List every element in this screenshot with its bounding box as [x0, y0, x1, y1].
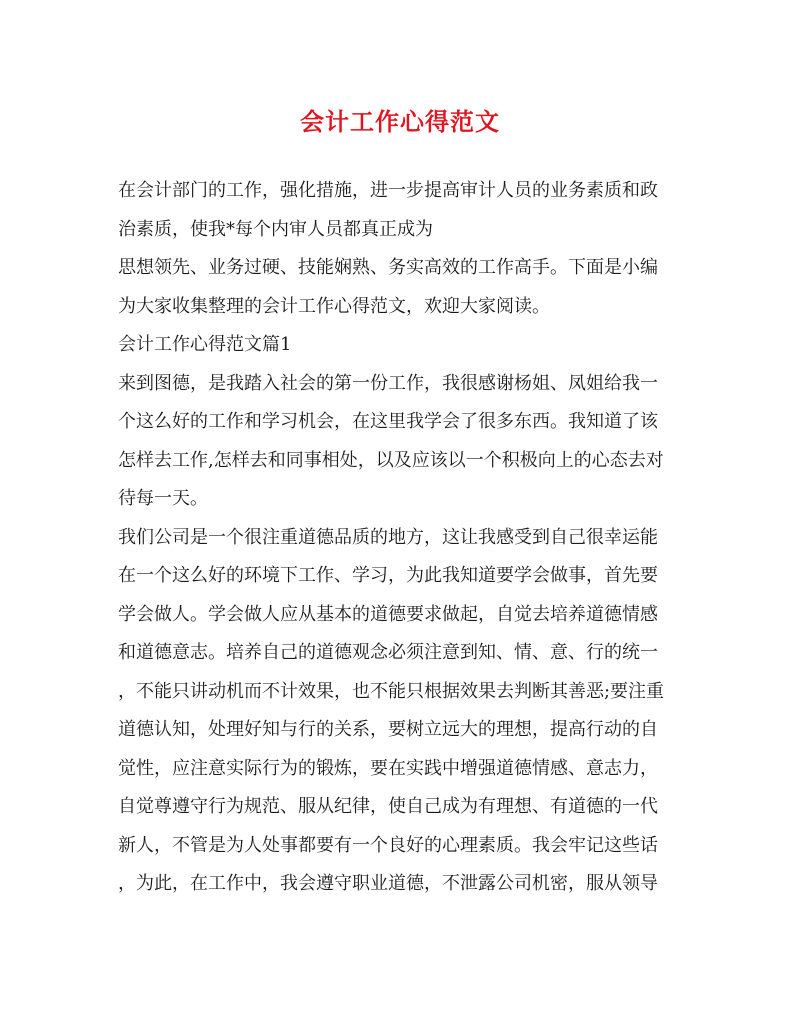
section-heading: 会计工作心得范文篇1: [118, 334, 292, 355]
text-line: 和道德意志。培养自己的道德观念必须注意到知、情、意、行的统一: [118, 642, 658, 663]
text-line: 学会做人。学会做人应从基本的道德要求做起，自觉去培养道德情感: [118, 603, 658, 625]
text-line: 道德认知，处理好知与行的关系，要树立远大的理想，提高行动的自: [118, 719, 658, 740]
text-line: 觉性，应注意实际行为的锻炼，要在实践中增强道德情感、意志力，: [118, 757, 658, 779]
document-body: [118, 172, 688, 904]
text-line: 个这么好的工作和学习机会，在这里我学会了很多东西。我知道了该: [118, 411, 658, 432]
text-line: 待每一天。: [118, 488, 208, 509]
text-line: 为大家收集整理的会计工作心得范文，欢迎大家阅读。: [118, 295, 550, 317]
text-line: 来到图德，是我踏入社会的第一份工作，我很感谢杨姐、凤姐给我一: [118, 372, 658, 394]
text-line: 在一个这么好的环境下工作、学习，为此我知道要学会做事，首先要: [118, 565, 658, 586]
text-line: ，不能只讲动机而不计效果，也不能只根据效果去判断其善恶;要注重: [118, 680, 665, 702]
text-line: 在会计部门的工作，强化措施，进一步提高审计人员的业务素质和政: [118, 180, 658, 201]
text-line: ，为此，在工作中，我会遵守职业道德，不泄露公司机密，服从领导: [118, 873, 658, 894]
text-line: 我们公司是一个很注重道德品质的地方，这让我感受到自己很幸运能: [118, 526, 658, 548]
document-title: 会计工作心得范文: [300, 107, 500, 136]
text-line: 思想领先、业务过硬、技能娴熟、务实高效的工作高手。下面是小编: [118, 257, 658, 278]
text-line: 新人，不管是为人处事都要有一个良好的心理素质。我会牢记这些话: [118, 834, 658, 856]
text-line: 怎样去工作,怎样去和同事相处，以及应该以一个积极向上的心态去对: [118, 449, 664, 471]
text-line: 治素质，使我*每个内审人员都真正成为: [118, 218, 433, 240]
text-line: 自觉尊遵守行为规范、服从纪律，使自己成为有理想、有道德的一代: [118, 796, 658, 817]
